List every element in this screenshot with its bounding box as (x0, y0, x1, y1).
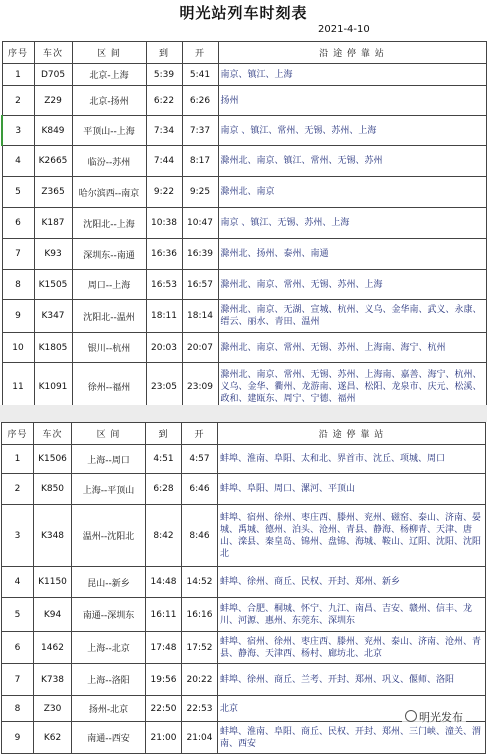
cell-depart-time: 22:53 (182, 696, 218, 722)
cell-route: 上海--洛阳 (72, 664, 146, 696)
cell-arrive-time: 7:44 (146, 146, 182, 177)
table-row (2, 177, 486, 208)
cell-train-number: K2665 (34, 146, 72, 177)
table-row (2, 86, 486, 116)
cell-depart-time: 16:16 (182, 598, 218, 632)
cell-arrive-time: 19:56 (146, 664, 182, 696)
cell-depart-time: 4:57 (182, 445, 218, 474)
cell-stops: 蚌埠、淮南、阜阳、太和北、界首市、沈丘、项城、周口 (218, 445, 486, 474)
cell-stops: 滁州北、南京、无湖、宣城、杭州、义乌、金华南、武义、永康、缙云、丽水、青田、温州 (218, 300, 486, 333)
cell-stops: 蚌埠、淮南、阜阳、商丘、民权、开封、郑州、三门峡、潼关、渭南、西安 (218, 722, 486, 754)
table-row (2, 445, 486, 474)
cell-depart-time: 21:04 (182, 722, 218, 754)
cell-route: 上海--北京 (72, 632, 146, 664)
cell-stops: 滁州北、南京、常州、无锡、苏州、上海南、海宁、杭州 (218, 333, 486, 363)
cell-arrive-time: 23:05 (146, 363, 182, 411)
table-row (2, 664, 486, 696)
cell-route: 南通--西安 (72, 722, 146, 754)
table-row (2, 567, 486, 598)
table-row (2, 239, 486, 270)
cell-train-number: K1505 (34, 270, 72, 300)
cell-arrive-time: 14:48 (146, 567, 182, 598)
cell-route: 徐州--福州 (72, 363, 146, 411)
cell-depart-time: 20:22 (182, 664, 218, 696)
cell-route: 周口--上海 (72, 270, 146, 300)
cell-train-number: D705 (34, 64, 72, 86)
cell-train-number: K348 (34, 505, 72, 567)
cell-number: 3 (2, 505, 34, 567)
wechat-icon (405, 710, 417, 722)
cell-route: 南通--深圳东 (72, 598, 146, 632)
cell-number: 6 (2, 208, 34, 239)
cell-depart-time: 5:41 (182, 64, 218, 86)
cell-depart-time: 16:39 (182, 239, 218, 270)
cell-train-number: Z29 (34, 86, 72, 116)
cell-stops: 扬州 (218, 86, 486, 116)
cell-stops: 滁州北、南京、常州、无锡、苏州、上海 (218, 270, 486, 300)
table-header-row (2, 423, 486, 445)
table-row (2, 598, 486, 632)
table-row (2, 505, 486, 567)
cell-number: 10 (2, 333, 34, 363)
cell-route: 平顶山--上海 (72, 116, 146, 146)
cell-number: 1 (2, 445, 34, 474)
cell-arrive-time: 8:42 (146, 505, 182, 567)
cell-route: 深圳东--南通 (72, 239, 146, 270)
watermark (402, 708, 466, 726)
header-arrive: 到 (146, 42, 182, 64)
cell-arrive-time: 17:48 (146, 632, 182, 664)
cell-train-number: K1150 (34, 567, 72, 598)
header-no: 序号 (2, 423, 34, 445)
cell-train-number: K850 (34, 474, 72, 505)
cell-route: 哈尔滨西--南京 (72, 177, 146, 208)
header-depart: 开 (182, 423, 218, 445)
cell-arrive-time: 16:11 (146, 598, 182, 632)
cell-depart-time: 8:46 (182, 505, 218, 567)
table-header-row (2, 42, 486, 64)
cell-train-number: K1506 (34, 445, 72, 474)
cell-route: 临汾--苏州 (72, 146, 146, 177)
cell-arrive-time: 6:28 (146, 474, 182, 505)
cell-stops: 滁州北、南京 (218, 177, 486, 208)
cell-stops: 北京 (218, 696, 486, 722)
cell-arrive-time: 16:53 (146, 270, 182, 300)
table-row (2, 270, 486, 300)
cell-arrive-time: 20:03 (146, 333, 182, 363)
table-row (2, 632, 486, 664)
cell-route: 沈阳北--上海 (72, 208, 146, 239)
cell-depart-time: 7:37 (182, 116, 218, 146)
cell-number: 7 (2, 664, 34, 696)
cell-route: 扬州-北京 (72, 696, 146, 722)
cell-arrive-time: 22:50 (146, 696, 182, 722)
header-train: 车次 (34, 423, 72, 445)
table-row (2, 116, 486, 146)
timetable-table-northbound (1, 422, 486, 754)
cell-stops: 蚌埠、徐州、商丘、兰考、开封、郑州、巩义、偃师、洛阳 (218, 664, 486, 696)
cell-train-number: K849 (34, 116, 72, 146)
cell-route: 北京-扬州 (72, 86, 146, 116)
cell-number: 1 (2, 64, 34, 86)
header-stops: 沿 途 停 靠 站 (218, 423, 486, 445)
cell-number: 2 (2, 474, 34, 505)
page-title: 明光站列车时刻表 (179, 4, 308, 22)
cell-number: 9 (2, 722, 34, 754)
cell-train-number: K62 (34, 722, 72, 754)
cell-train-number: K1805 (34, 333, 72, 363)
cell-depart-time: 10:47 (182, 208, 218, 239)
cell-number: 7 (2, 239, 34, 270)
cell-stops: 蚌埠、阜阳、周口、漯河、平顶山 (218, 474, 486, 505)
cell-arrive-time: 5:39 (146, 64, 182, 86)
cell-arrive-time: 16:36 (146, 239, 182, 270)
section-divider (0, 405, 487, 422)
cell-number: 5 (2, 598, 34, 632)
header-route: 区 间 (72, 423, 146, 445)
cell-arrive-time: 18:11 (146, 300, 182, 333)
cell-train-number: K93 (34, 239, 72, 270)
timetable-table-southbound (1, 41, 487, 411)
cell-stops: 南京 、镇江、无锡、苏州、上海 (218, 208, 486, 239)
cell-number: 6 (2, 632, 34, 664)
cell-number: 8 (2, 696, 34, 722)
cell-stops: 滁州北、南京、镇江、常州、无锡、苏州 (218, 146, 486, 177)
cell-route: 上海--平顶山 (72, 474, 146, 505)
header-train: 车次 (34, 42, 72, 64)
header-depart: 开 (182, 42, 218, 64)
table-row (2, 363, 486, 411)
cell-route: 沈阳北--温州 (72, 300, 146, 333)
cell-number: 3 (2, 116, 34, 146)
header-route: 区 间 (72, 42, 146, 64)
cell-arrive-time: 6:22 (146, 86, 182, 116)
cell-train-number: Z30 (34, 696, 72, 722)
cell-arrive-time: 4:51 (146, 445, 182, 474)
table-row (2, 64, 486, 86)
cell-train-number: K94 (34, 598, 72, 632)
cell-stops: 南京、镇江、上海 (218, 64, 486, 86)
cell-stops: 滁州北、南京、常州、无锡、苏州、上海南、嘉善、海宁、杭州、义乌、金华、衢州、龙游南、遂昌、松阳、龙泉市、庆元、松溪、政和、建瓯东、周宁、宁德、福州 (218, 363, 486, 411)
cell-depart-time: 14:52 (182, 567, 218, 598)
watermark-text: 明光发布 (419, 711, 463, 724)
cell-stops: 南京 、镇江、常州、无锡、苏州、上海 (218, 116, 486, 146)
cell-stops: 蚌埠、宿州、徐州、枣庄西、滕州、兖州、磁窑、泰山、济南、晏城、禹城、德州、泊头、沧州、青县、静海、杨柳青、天津、唐山、滦县、秦皇岛、锦州、盘锦、海城、鞍山、辽阳、沈阳、沈阳北 (218, 505, 486, 567)
cell-route: 北京-上海 (72, 64, 146, 86)
cell-arrive-time: 21:00 (146, 722, 182, 754)
cell-depart-time: 20:07 (182, 333, 218, 363)
cell-depart-time: 16:57 (182, 270, 218, 300)
cell-depart-time: 18:14 (182, 300, 218, 333)
table-row (2, 333, 486, 363)
cell-train-number: K187 (34, 208, 72, 239)
table-row (2, 208, 486, 239)
cell-train-number: 1462 (34, 632, 72, 664)
cell-depart-time: 8:17 (182, 146, 218, 177)
cell-stops: 蚌埠、合肥、桐城、怀宁、九江、南昌、吉安、赣州、信丰、龙川、河源、惠州、东莞东、深圳东 (218, 598, 486, 632)
cell-route: 温州--沈阳北 (72, 505, 146, 567)
cell-arrive-time: 7:34 (146, 116, 182, 146)
cell-stops: 蚌埠、徐州、商丘、民权、开封、郑州、新乡 (218, 567, 486, 598)
table-row (2, 722, 486, 754)
cell-route: 上海--周口 (72, 445, 146, 474)
header-arrive: 到 (146, 423, 182, 445)
cell-route: 昆山--新乡 (72, 567, 146, 598)
cell-number: 8 (2, 270, 34, 300)
header-stops: 沿 途 停 靠 站 (218, 42, 486, 64)
table-row (2, 300, 486, 333)
table-row (2, 474, 486, 505)
timetable-date: 2021-4-10 (318, 24, 370, 35)
cell-depart-time: 9:25 (182, 177, 218, 208)
cell-depart-time: 6:46 (182, 474, 218, 505)
cell-depart-time: 6:26 (182, 86, 218, 116)
cell-number: 2 (2, 86, 34, 116)
cell-train-number: K1091 (34, 363, 72, 411)
cell-number: 11 (2, 363, 34, 411)
cell-depart-time: 17:52 (182, 632, 218, 664)
cell-route: 银川--杭州 (72, 333, 146, 363)
header-no: 序号 (2, 42, 34, 64)
cell-stops: 蚌埠、宿州、徐州、枣庄西、滕州、兖州、泰山、济南、沧州、青县、静海、天津西、杨村、廊坊北、北京 (218, 632, 486, 664)
cell-arrive-time: 9:22 (146, 177, 182, 208)
cell-number: 5 (2, 177, 34, 208)
cell-arrive-time: 10:38 (146, 208, 182, 239)
cell-train-number: Z365 (34, 177, 72, 208)
cell-stops: 滁州北、扬州、泰州、南通 (218, 239, 486, 270)
cell-train-number: K738 (34, 664, 72, 696)
cell-depart-time: 23:09 (182, 363, 218, 411)
cell-number: 9 (2, 300, 34, 333)
cell-number: 4 (2, 146, 34, 177)
cell-number: 4 (2, 567, 34, 598)
cell-train-number: K347 (34, 300, 72, 333)
table-row (2, 146, 486, 177)
